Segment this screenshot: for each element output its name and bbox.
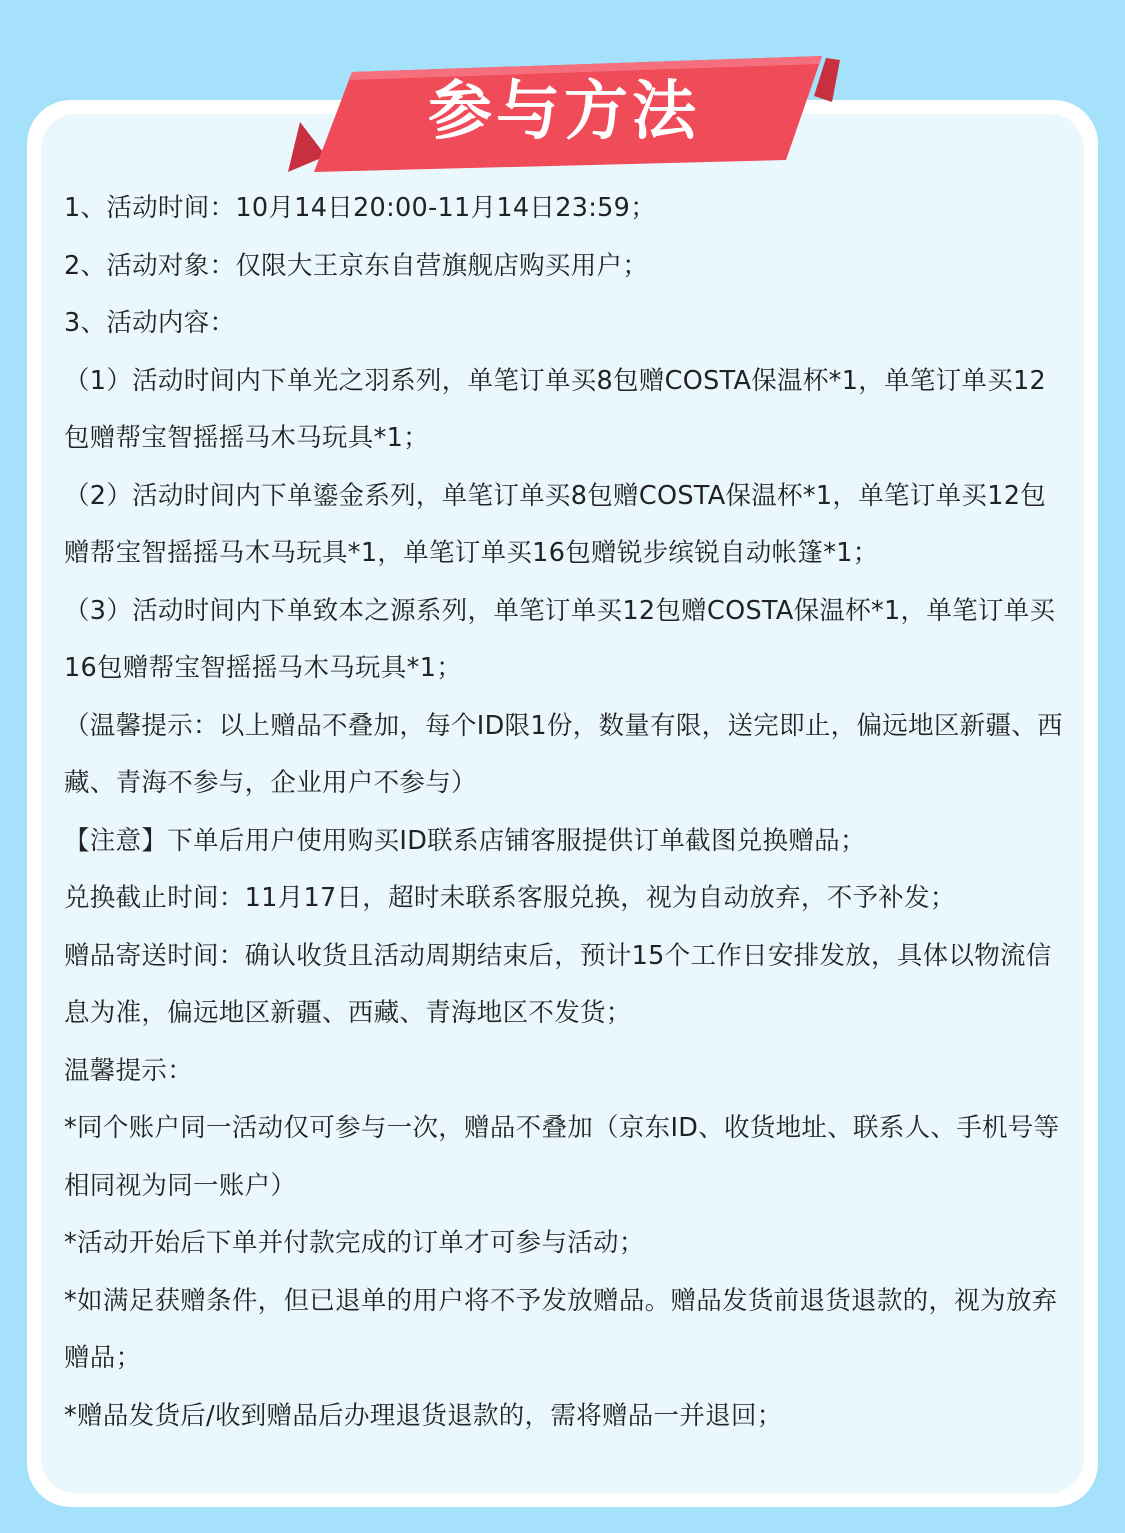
rule-content-item-2: （2）活动时间内下单鎏金系列，单笔订单买8包赠COSTA保温杯*1，单笔订单买12包赠帮宝智摇摇马木马玩具*1，单笔订单买16包赠锐步缤锐自动帐篷*1； xyxy=(64,480,1047,568)
rules-content xyxy=(64,180,1064,1445)
rule-warm-tip: （温馨提示：以上赠品不叠加，每个ID限1份，数量有限，送完即止，偏远地区新疆、西藏、青海不参与，企业用户不参与） xyxy=(64,710,1063,798)
rule-activity-content-heading: 3、活动内容： xyxy=(64,308,236,338)
rule-shipping-time: 赠品寄送时间：确认收货且活动周期结束后，预计15个工作日安排发放，具体以物流信息为准，偏远地区新疆、西藏、青海地区不发货； xyxy=(64,940,1052,1028)
rule-activity-target: 2、活动对象：仅限大王京东自营旗舰店购买用户； xyxy=(64,250,649,281)
tips-heading: 温馨提示： xyxy=(64,1055,194,1086)
tip-refund-after-ship: *赠品发货后/收到赠品后办理退货退款的，需将赠品一并退回； xyxy=(64,1400,783,1431)
rule-content-item-1: （1）活动时间内下单光之羽系列，单笔订单买8包赠COSTA保温杯*1，单笔订单买12包赠帮宝智摇摇马木马玩具*1； xyxy=(64,365,1047,453)
tip-refund-before-ship: *如满足获赠条件，但已退单的用户将不予发放赠品。赠品发货前退货退款的，视为放弃赠品； xyxy=(64,1285,1058,1373)
rule-notice: 【注意】下单后用户使用购买ID联系店铺客服提供订单截图兑换赠品； xyxy=(64,825,866,856)
rule-activity-time: 1、活动时间：10月14日20:00-11月14日23:59； xyxy=(64,193,656,223)
rule-content-item-3: （3）活动时间内下单致本之源系列，单笔订单买12包赠COSTA保温杯*1，单笔订单买16包赠帮宝智摇摇马木马玩具*1； xyxy=(64,595,1056,683)
tip-one-account: *同个账户同一活动仅可参与一次，赠品不叠加（京东ID、收货地址、联系人、手机号等相同视为同一账户） xyxy=(64,1113,1060,1201)
title-banner xyxy=(286,52,842,176)
page-title: 参与方法 xyxy=(428,75,700,149)
tip-paid-orders: *活动开始后下单并付款完成的订单才可参与活动； xyxy=(64,1228,645,1258)
rule-redeem-deadline: 兑换截止时间：11月17日，超时未联系客服兑换，视为自动放弃，不予补发； xyxy=(64,883,956,913)
